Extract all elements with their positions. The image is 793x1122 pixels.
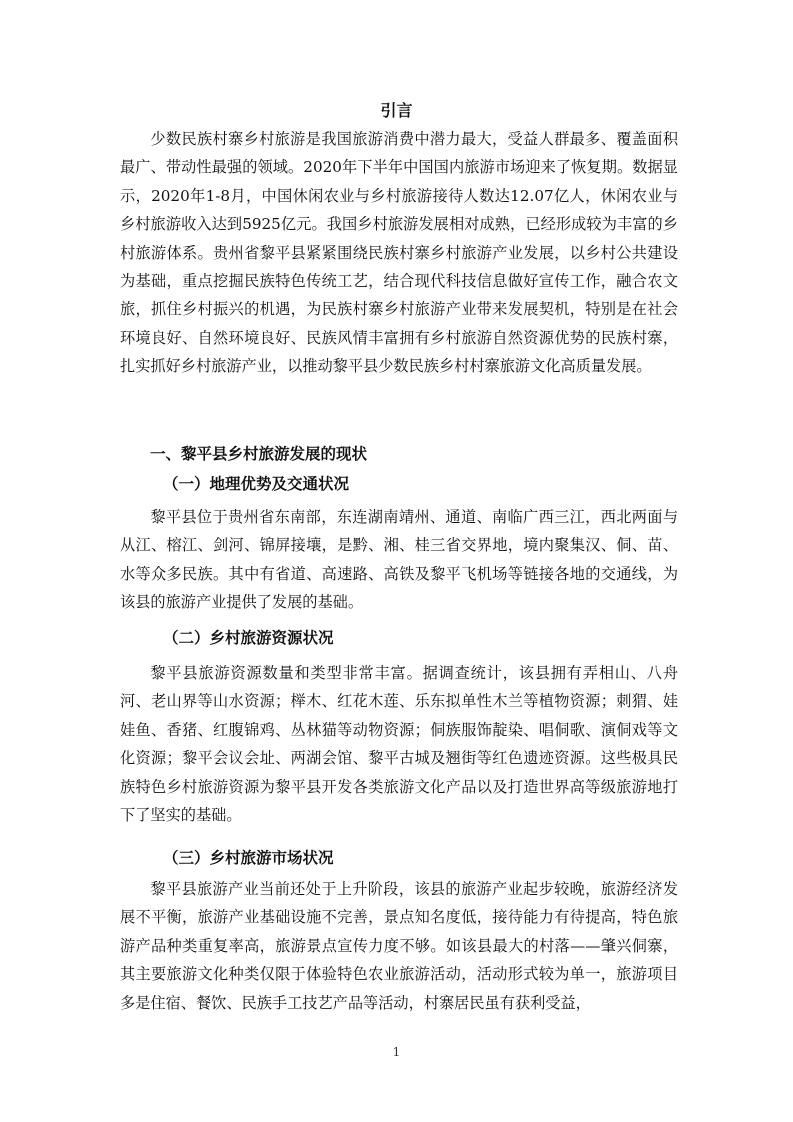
resources-paragraph: 黎平县旅游资源数量和类型非常丰富。据调查统计，该县拥有弄相山、八舟河、老山界等山水资源；榉木、红花木莲、乐东拟单性木兰等植物资源；刺猬、娃娃鱼、香猪、红腹锦鸡、丛林猫等动物资源；侗族服饰靛染、唱侗歌、演侗戏等文化资源；黎平会议会址、两湖会馆、黎平古城及翘街等红色遗迹资源。这些极具民族特色乡村旅游资源为黎平县开发各类旅游文化产品以及打造世界高等级旅游地打下了坚实的基础。 [120,664,678,825]
subsection-heading-resources: （二）乡村旅游资源状况 [163,629,334,647]
geography-paragraph: 黎平县位于贵州省东南部，东连湖南靖州、通道、南临广西三江，西北两面与从江、榕江、剑河、锦屏接壤，是黔、湘、桂三省交界地，境内聚集汉、侗、苗、水等众多民族。其中有省道、高速路、高铁及黎平飞机场等链接各地的交通线，为该县的旅游产业提供了发展的基础。 [120,508,678,612]
subsection-heading-geography: （一）地理优势及交通状况 [163,475,350,493]
page-number: 1 [392,1045,401,1059]
intro-paragraph: 少数民族村寨乡村旅游是我国旅游消费中潜力最大，受益人群最多、覆盖面积最广、带动性最强的领域。2020年下半年中国国内旅游市场迎来了恢复期。数据显示，2020年1-8月，中国休闲农业与乡村旅游接待人数达12.07亿人，休闲农业与乡村旅游收入达到5925亿元。我国乡村旅游发展相对成熟，已经形成较为丰富的乡村旅游体系。贵州省黎平县紧紧围绕民族村寨乡村旅游产业发展，以乡村公共建设为基础，重点挖掘民族特色传统工艺，结合现代科技信息做好宣传工作，融合农文旅，抓住乡村振兴的机遇，为民族村寨乡村旅游产业带来发展契机，特别是在社会环境良好、自然环境良好、民族风情丰富拥有乡村旅游自然资源优势的民族村寨，扎实抓好乡村旅游产业，以推动黎平县少数民族乡村村寨旅游文化高质量发展。 [120,130,678,376]
subsection-heading-market: （三）乡村旅游市场状况 [163,849,334,867]
market-paragraph: 黎平县旅游产业当前还处于上升阶段，该县的旅游产业起步较晚，旅游经济发展不平衡，旅游产业基础设施不完善，景点知名度低，接待能力有待提高，特色旅游产品种类重复率高，旅游景点宣传力度不够。如该县最大的村落——肇兴侗寨，其主要旅游文化种类仅限于体验特色农业旅游活动，活动形式较为单一，旅游项目多是住宿、餐饮、民族手工技艺产品等活动，村寨居民虽有获利受益， [120,880,678,1012]
section-heading: 一、黎平县乡村旅游发展的现状 [150,445,368,463]
page-title: 引言 [380,101,413,120]
